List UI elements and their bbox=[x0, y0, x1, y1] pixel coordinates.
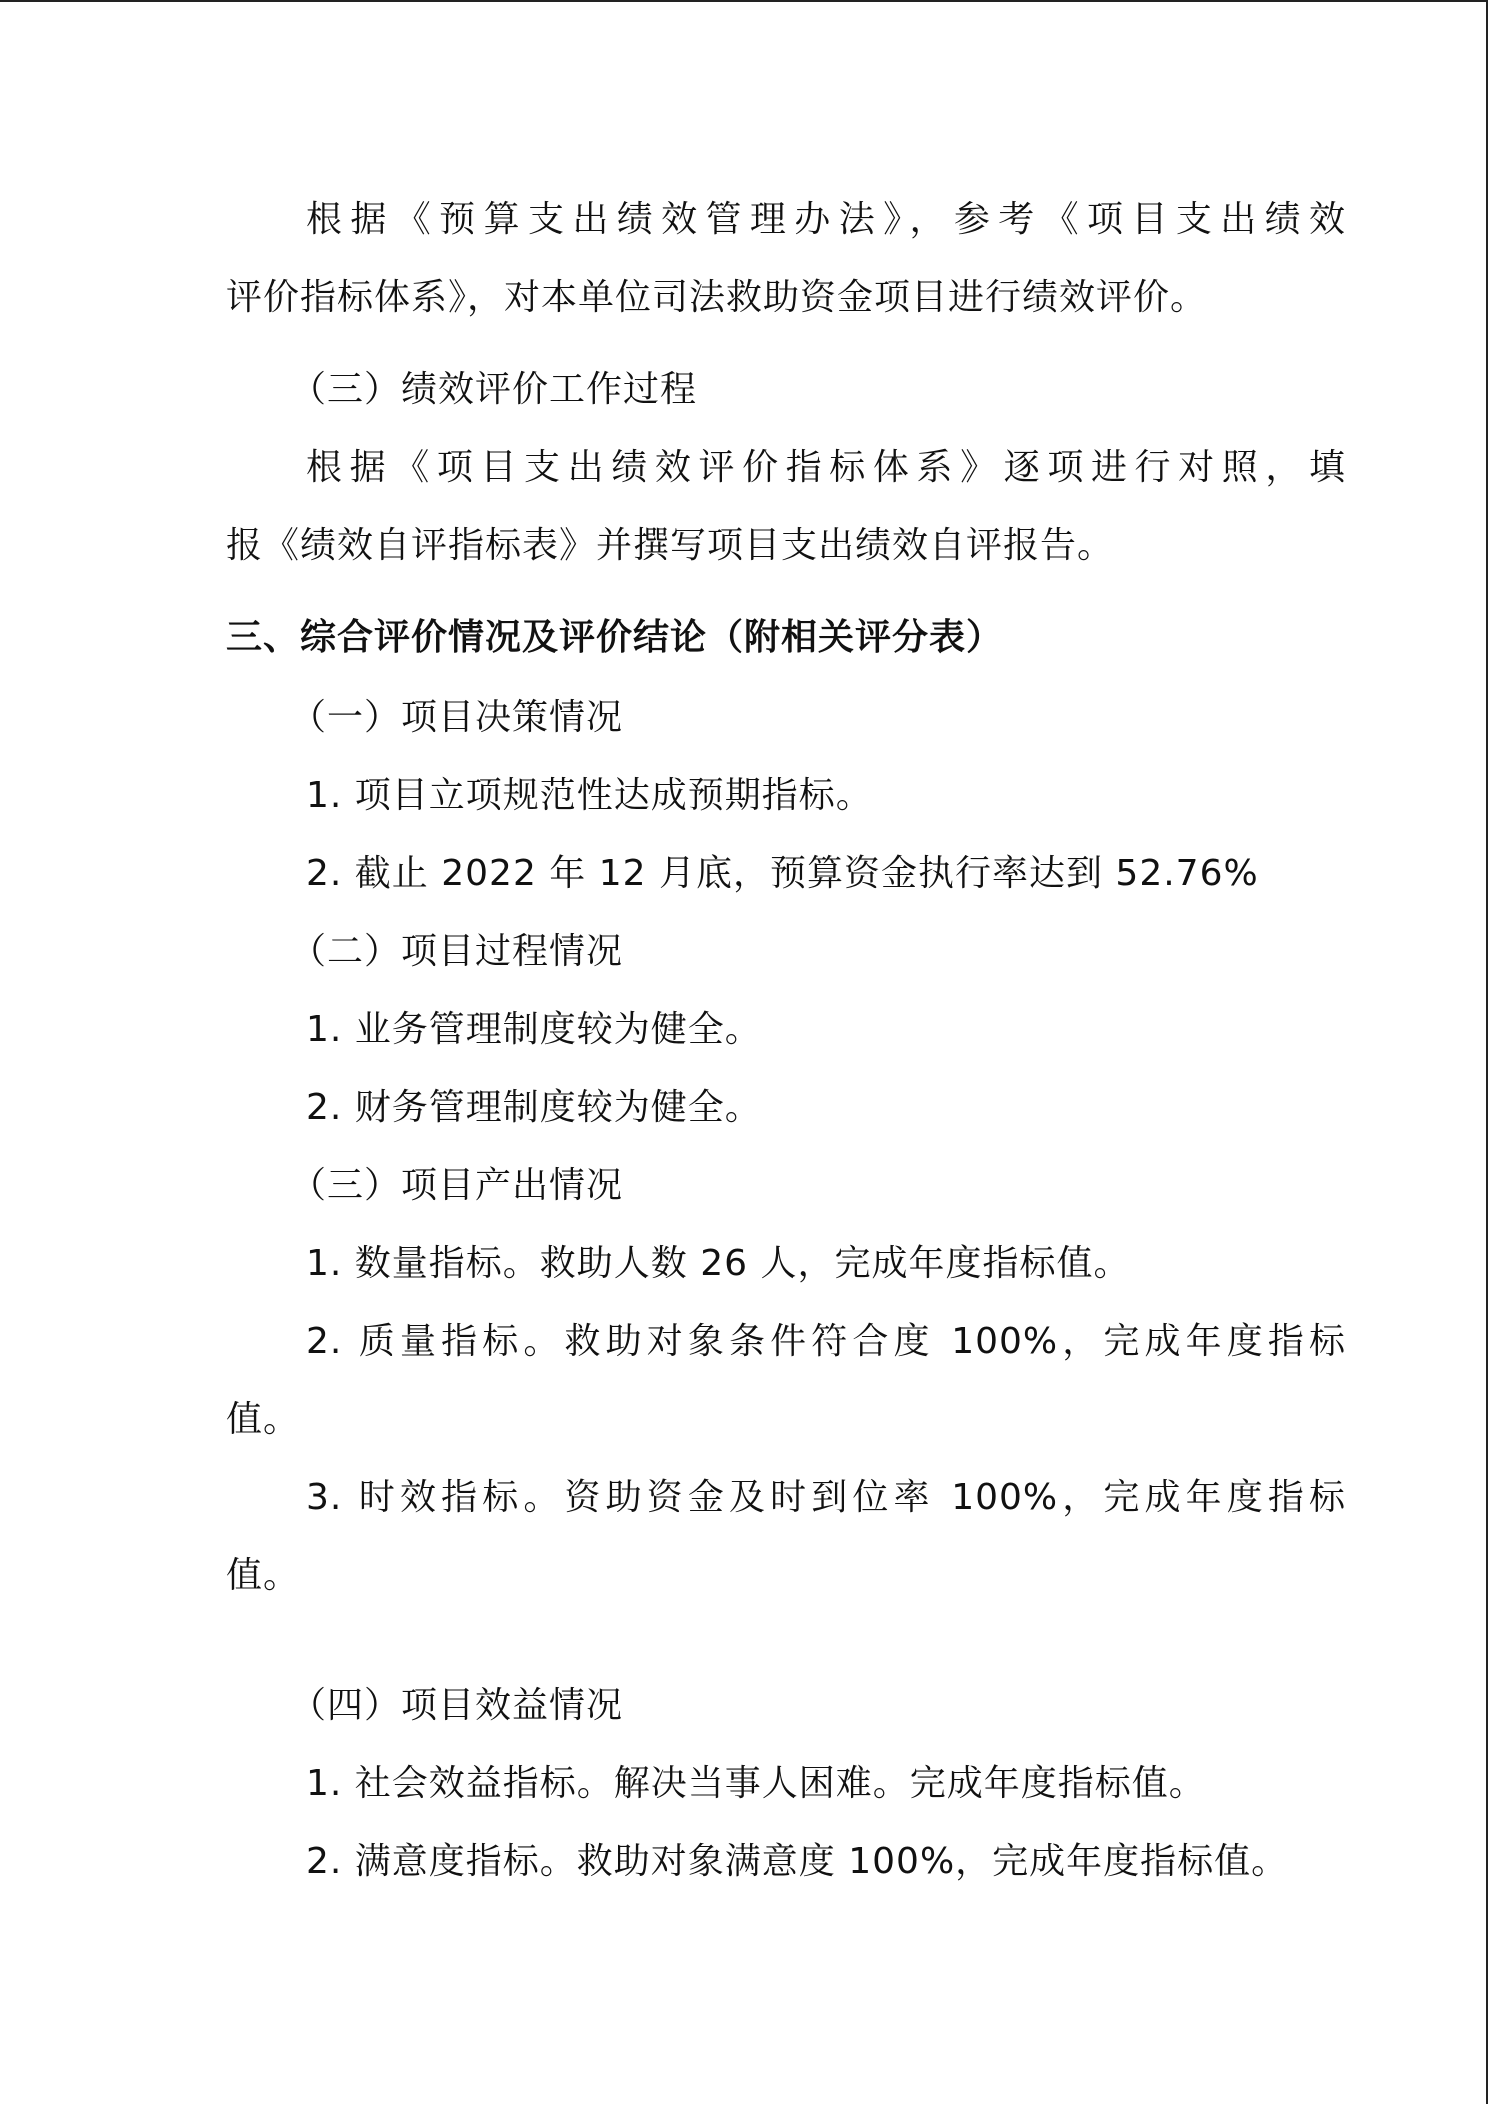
paragraph-line: 评价指标体系》，对本单位司法救助资金项目进行绩效评价。 bbox=[226, 277, 1208, 318]
list-item: 2. 质量指标。救助对象条件符合度 100%，完成年度指标 bbox=[306, 1321, 1346, 1362]
list-item: 1. 社会效益指标。解决当事人困难。完成年度指标值。 bbox=[306, 1763, 1206, 1804]
paragraph-line: 报《绩效自评指标表》并撰写项目支出绩效自评报告。 bbox=[226, 525, 1115, 566]
section-subheading: （二）项目过程情况 bbox=[290, 931, 624, 972]
list-item-continuation: 值。 bbox=[226, 1555, 301, 1596]
section-heading: 三、综合评价情况及评价结论（附相关评分表） bbox=[226, 617, 1004, 658]
list-item: 2. 满意度指标。救助对象满意度 100%，完成年度指标值。 bbox=[306, 1841, 1289, 1882]
list-item: 3. 时效指标。资助资金及时到位率 100%，完成年度指标 bbox=[306, 1477, 1346, 1518]
list-item: 1. 数量指标。救助人数 26 人，完成年度指标值。 bbox=[306, 1243, 1131, 1284]
list-item: 1. 项目立项规范性达成预期指标。 bbox=[306, 775, 873, 816]
section-subheading: （一）项目决策情况 bbox=[290, 697, 624, 738]
list-item: 2. 截止 2022 年 12 月底，预算资金执行率达到 52.76% bbox=[306, 853, 1259, 894]
list-item: 2. 财务管理制度较为健全。 bbox=[306, 1087, 762, 1128]
list-item: 1. 业务管理制度较为健全。 bbox=[306, 1009, 762, 1050]
section-subheading: （三）绩效评价工作过程 bbox=[290, 369, 698, 410]
section-subheading: （三）项目产出情况 bbox=[290, 1165, 624, 1206]
section-subheading: （四）项目效益情况 bbox=[290, 1685, 624, 1726]
paragraph-line: 根据《项目支出绩效评价指标体系》逐项进行对照，填 bbox=[306, 447, 1346, 488]
list-item-continuation: 值。 bbox=[226, 1399, 301, 1440]
paragraph-line: 根据《预算支出绩效管理办法》，参考《项目支出绩效 bbox=[306, 199, 1346, 240]
